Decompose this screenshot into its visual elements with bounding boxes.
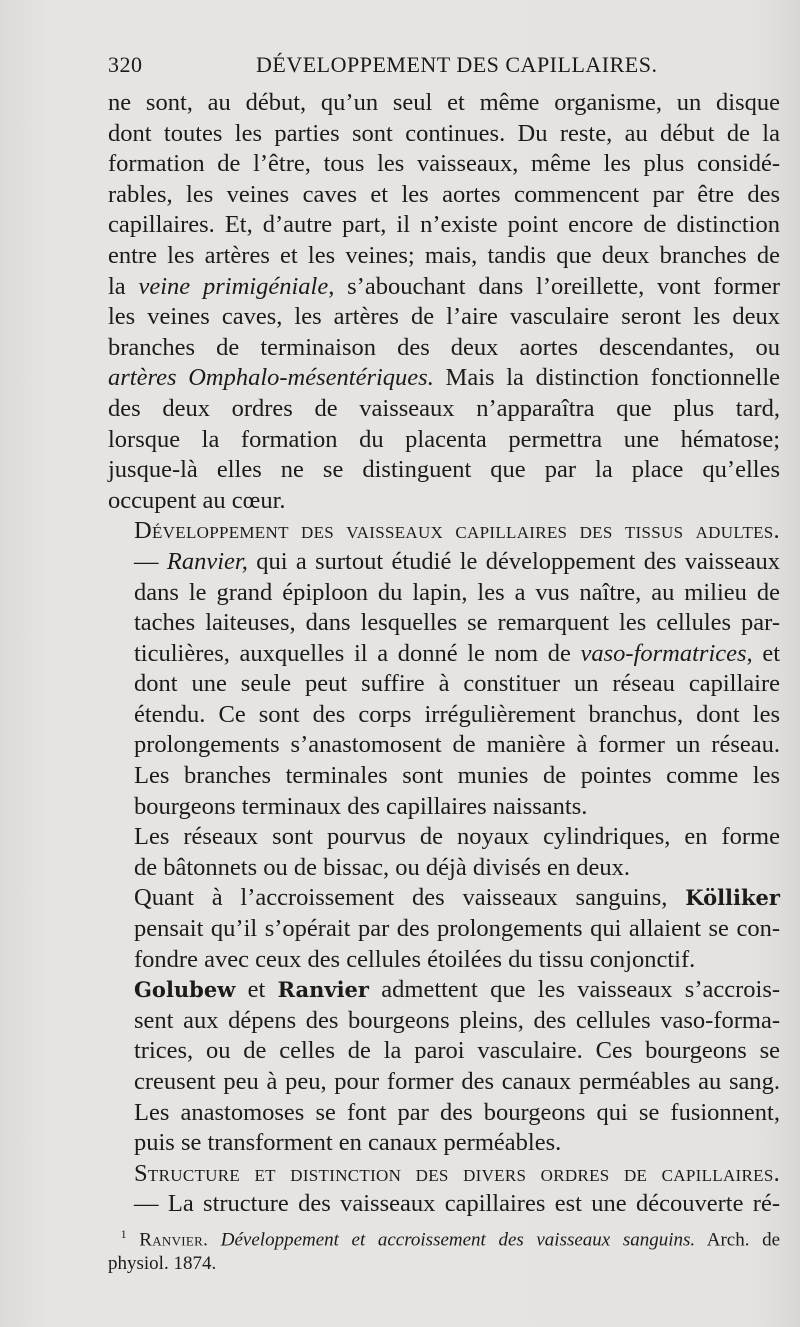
section-heading: Développement des vaisseaux capillaires des tissus adultes. xyxy=(134,517,780,545)
paragraph xyxy=(108,975,780,1159)
text-line: de bâtonnets ou de bissac, ou déjà divisés en deux. xyxy=(134,853,631,881)
text-line: bourgeons terminaux des capillaires naissants. xyxy=(134,792,588,820)
text-line: formation de l’être, tous les vaisseaux, même les plus considé- xyxy=(108,150,780,178)
text-line: dont une seule peut suffire à constituer un réseau capillaire xyxy=(134,670,780,698)
author-name: Ranvier, xyxy=(166,547,248,575)
italic-term: veine primigéniale, xyxy=(138,272,335,300)
section-paragraph xyxy=(108,516,780,822)
text-line: sent aux dépens des bourgeons pleins, des cellules vaso-forma- xyxy=(134,1006,780,1034)
author-name: Golubew xyxy=(134,977,236,1003)
text-line: — Ranvier, qui a surtout étudié le développement des vaisseaux xyxy=(134,547,781,575)
page-number: 320 xyxy=(108,52,143,77)
body-text xyxy=(108,88,780,1220)
section-paragraph xyxy=(108,1159,780,1220)
italic-term: vaso-formatrices, xyxy=(580,639,753,667)
running-title: DÉVELOPPEMENT DES CAPILLAIRES. xyxy=(256,52,658,77)
text-line: jusque-là elles ne se distinguent que par la place qu’elles xyxy=(108,456,780,484)
paragraph xyxy=(108,822,780,883)
footnote-line: $^1$ Ranvier. Développement et accroissement des vaisseaux sanguins. Arch. de xyxy=(120,1227,781,1251)
text-line: creusent peu à peu, pour former des canaux perméables au sang. xyxy=(134,1068,780,1095)
text-line: puis se transforment en canaux perméables. xyxy=(134,1129,562,1157)
text-line: Les anastomoses se font par des bourgeons qui se fusionnent, xyxy=(134,1098,780,1126)
text-line: capillaires. Et, d’autre part, il n’existe point encore de distinction xyxy=(108,211,780,239)
footnote-mark: 1 xyxy=(120,1227,127,1241)
section-heading: Structure et distinction des divers ordres de capillaires. xyxy=(134,1159,780,1187)
text-line: entre les artères et les veines; mais, tandis que deux branches de xyxy=(108,241,780,269)
footnote-line: physiol. 1874. xyxy=(108,1253,217,1275)
text-line: fondre avec ceux des cellules étoilées du tissu conjonctif. xyxy=(134,945,696,973)
paragraph xyxy=(108,883,780,975)
text-line: occupent au cœur. xyxy=(108,486,286,514)
text-line: — La structure des vaisseaux capillaires est une découverte ré- xyxy=(134,1190,780,1218)
author-name: Kölliker xyxy=(685,885,780,911)
text-line: dont toutes les parties sont continues. Du reste, au début de la xyxy=(108,119,780,147)
text-line: Quant à l’accroissement des vaisseaux sanguins, Kölliker xyxy=(134,884,780,912)
text-line: branches de terminaison des deux aortes descendantes, ou xyxy=(108,333,780,361)
text-line: taches laiteuses, dans lesquelles se remarquent les cellules par- xyxy=(134,609,780,637)
text-line: artères Omphalo-mésentériques. Mais la distinction fonctionnelle xyxy=(108,364,780,392)
text-line: Les branches terminales sont munies de pointes comme les xyxy=(134,762,780,790)
text-line: prolongements s’anastomosent de manière à former un réseau. xyxy=(134,731,780,759)
text-line: pensait qu’il s’opérait par des prolongements qui allaient se con- xyxy=(134,915,780,943)
author-name: Ranvier xyxy=(277,977,369,1003)
text-line: dans le grand épiploon du lapin, les a vus naître, au milieu de xyxy=(134,578,780,606)
text-line: trices, ou de celles de la paroi vasculaire. Ces bourgeons se xyxy=(134,1037,780,1065)
text-line: Les réseaux sont pourvus de noyaux cylindriques, en forme xyxy=(134,823,780,851)
footnote-title: Développement et accroissement des vaisseaux sanguins. xyxy=(220,1229,696,1251)
paragraph xyxy=(108,88,780,516)
italic-term: artères Omphalo-mésentériques. xyxy=(108,364,434,392)
text-line: étendu. Ce sont des corps irrégulièrement branchus, dont les xyxy=(134,700,780,728)
text-line: la veine primigéniale, s’abouchant dans l’oreillette, vont former xyxy=(108,272,781,300)
text-line: des deux ordres de vaisseaux n’apparaîtra que plus tard, xyxy=(108,394,780,422)
footnote xyxy=(108,1222,780,1276)
text-line: les veines caves, les artères de l’aire vasculaire seront les deux xyxy=(108,303,780,331)
footnote-author: Ranvier. xyxy=(139,1229,209,1251)
text-line: lorsque la formation du placenta permettra une hématose; xyxy=(108,425,780,453)
text-line: ne sont, au début, qu’un seul et même organisme, un disque xyxy=(108,89,780,116)
text-line: Golubew et Ranvier admettent que les vaisseaux s’accrois- xyxy=(134,976,781,1004)
text-line: ticulières, auxquelles il a donné le nom de vaso-formatrices, et xyxy=(134,639,781,667)
text-line: rables, les veines caves et les aortes commencent par être des xyxy=(108,180,780,208)
